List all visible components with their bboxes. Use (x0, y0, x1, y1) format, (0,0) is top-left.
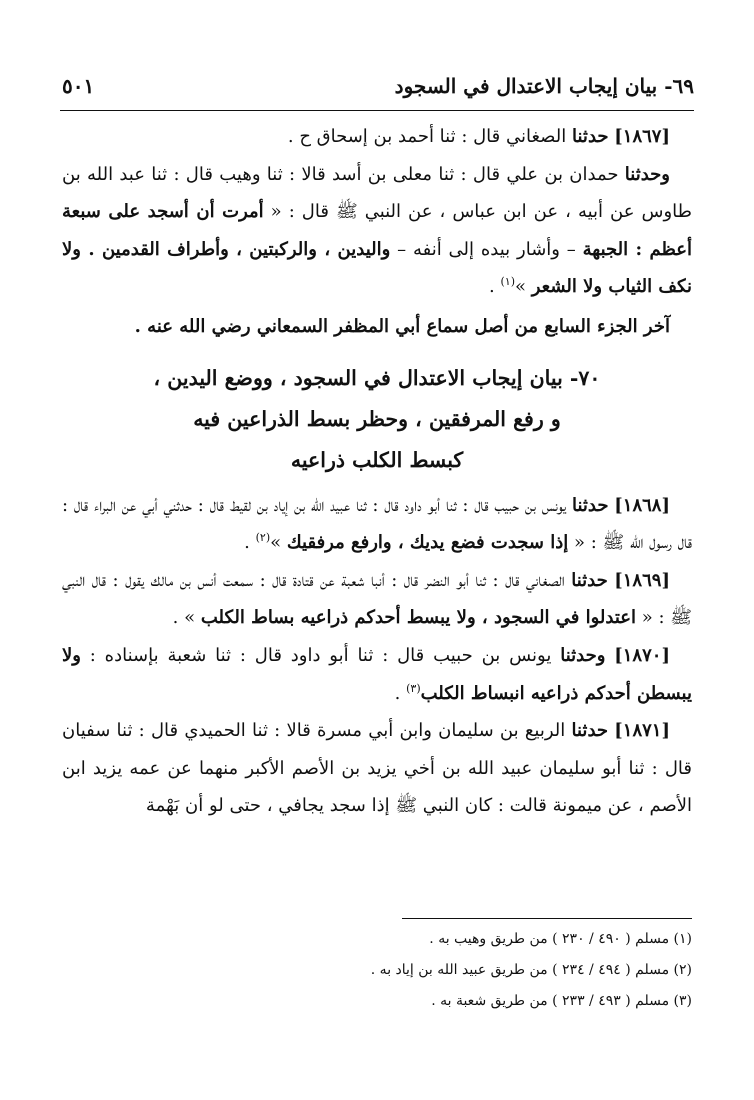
hadith-quote: ولا يبسطن أحدكم ذراعيه انبساط الكلب (62, 644, 692, 704)
narration-lead: وحدثنا (560, 644, 606, 666)
footnote-ref: (٢) (255, 531, 271, 545)
isnad-text: يونس بن حبيب قال : ثنا أبو داود قال : ثنا شعبة بإسناده : (89, 644, 552, 666)
footnote-ref: (٣) (406, 681, 421, 695)
isnad-text: الصغاني قال : ثنا أحمد بن إسحاق ح . (287, 126, 567, 147)
quote-close: » (270, 532, 287, 554)
footnote-1: (١) مسلم ( ٤٩٠ / ٢٣٠ ) من طريق وهيب به . (429, 931, 692, 947)
narration-lead: حدثنا (572, 126, 609, 147)
hadith-quote: اعتدلوا في السجود ، ولا يبسط أحدكم ذراعيه بساط الكلب (200, 607, 636, 629)
footnotes (62, 924, 692, 1017)
volume-colophon: آخر الجزء السابع من أصل سماع أبي المظفر السمعاني رضي الله عنه . (134, 315, 670, 337)
header-rule (60, 110, 694, 111)
hadith-quote: واليدين ، والركبتين ، وأطراف القدمين . ولا نكف الثياب ولا الشعر (62, 238, 692, 298)
hadith-number: [١٨٧١] (614, 720, 670, 742)
isnad-text: يونس بن حبيب قال : ثنا أبو داود قال : ثنا عبيد الله بن إياد بن لقيط قال : حدثني أبي عن البراء قال : قال رسول الله ﷺ : « (62, 494, 692, 554)
footnote-rule (402, 918, 692, 919)
hadith-1869 (62, 562, 692, 637)
isnad-text: الصغاني قال : ثنا أبو النضر قال : أنبا شعبة عن قتادة قال : سمعت أنس بن مالك يقول : قال النبي ﷺ : « (62, 569, 692, 629)
narration-lead: حدثنا (571, 494, 609, 516)
hadith-1867-continued (62, 156, 692, 306)
quote-close: » . (172, 607, 201, 629)
hadith-number: [١٨٧٠] (614, 644, 670, 666)
sentence-end: . (244, 532, 256, 554)
sentence-end: . (489, 276, 501, 298)
page-number: ٥٠١ (62, 74, 95, 98)
hadith-number: [١٨٦٧] (614, 126, 670, 147)
hadith-1868 (62, 487, 692, 562)
isnad-text: الربيع بن سليمان وابن أبي مسرة قالا : ثنا الحميدي قال : ثنا سفيان قال : ثنا أبو سليمان عبيد الله بن أخي يزيد بن الأصم الأكبر منهما عن عمه يزيد ابن الأصم ، عن ميمونة قالت : كان النبي ﷺ إذا سجد يجافي ، حتى لو أن بَهْمة (62, 720, 692, 817)
narration-lead: حدثنا (571, 569, 608, 591)
running-title: ٦٩- بيان إيجاب الاعتدال في السجود (394, 74, 694, 98)
main-text (62, 118, 692, 825)
page-header (62, 66, 694, 106)
narration-lead: حدثنا (571, 720, 609, 742)
hadith-number: [١٨٦٨] (614, 494, 670, 516)
footnote-2: (٢) مسلم ( ٤٩٤ / ٢٣٤ ) من طريق عبيد الله بن إياد به . (370, 962, 692, 978)
isnad-text: حمدان بن علي قال : ثنا معلى بن أسد قالا : ثنا وهيب قال : ثنا عبد الله بن طاوس عن أبيه ، عن ابن عباس ، عن النبي ﷺ قال : « (62, 163, 692, 223)
chapter-heading-line: ٧٠- بيان إيجاب الاعتدال في السجود ، ووضع اليدين ، (153, 365, 601, 390)
narrator-aside: – وأشار بيده إلى أنفه – (390, 238, 583, 260)
hadith-1871 (62, 712, 692, 825)
hadith-1870 (62, 637, 692, 712)
hadith-1867 (62, 118, 692, 156)
footnote-ref: (١) (500, 275, 515, 289)
chapter-heading-line: و رفع المرفقين ، وحظر بسط الذراعين فيه (193, 406, 561, 431)
quote-close: » (514, 276, 532, 298)
narration-lead: وحدثنا (624, 163, 670, 185)
footnote-3: (٣) مسلم ( ٤٩٣ / ٢٣٣ ) من طريق شعبة به . (431, 993, 692, 1009)
chapter-heading (62, 358, 692, 481)
hadith-quote: إذا سجدت فضع يديك ، وارفع مرفقيك (286, 532, 569, 554)
hadith-number: [١٨٦٩] (614, 569, 670, 591)
chapter-heading-line: كبسط الكلب ذراعيه (290, 447, 464, 472)
sentence-end: . (394, 682, 407, 704)
hadith-quote: أمرت أن أسجد على سبعة أعظم : الجبهة (62, 201, 692, 260)
